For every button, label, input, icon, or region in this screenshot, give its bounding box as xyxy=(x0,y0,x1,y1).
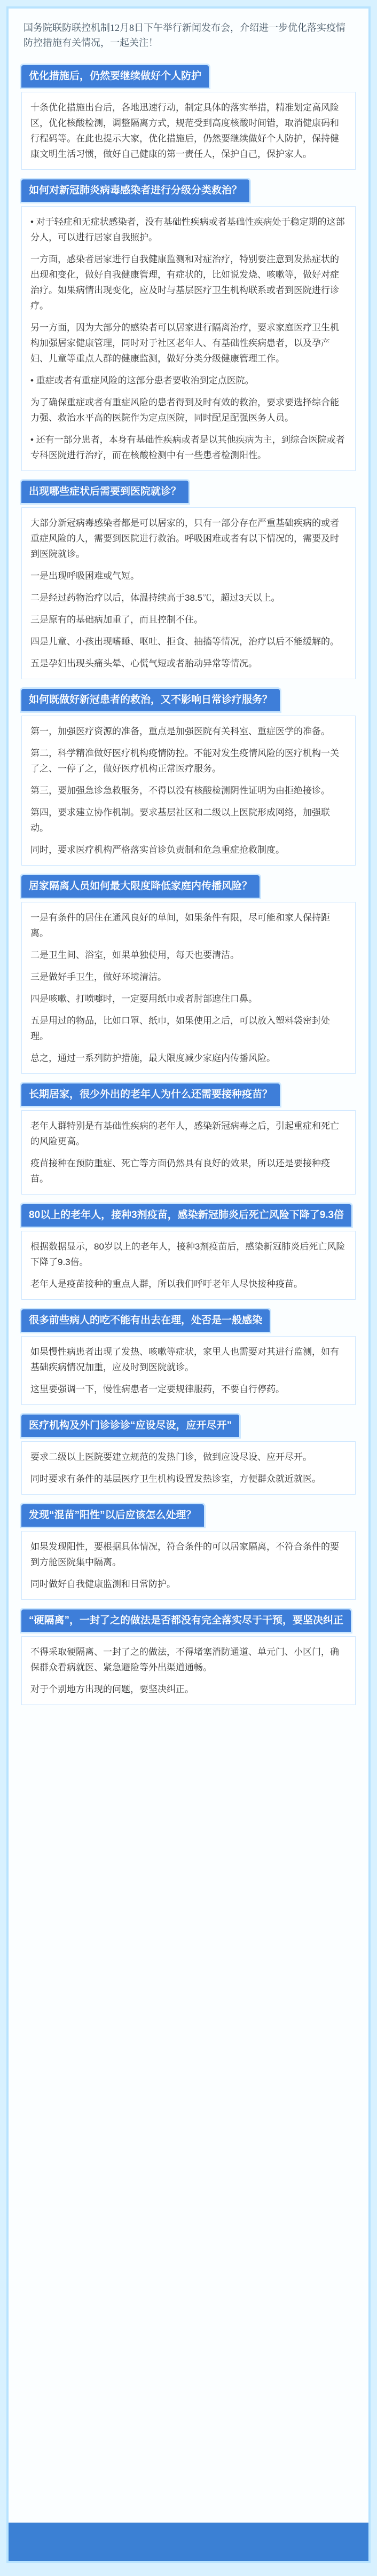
section-title: 优化措施后，仍然要继续做好个人防护 xyxy=(21,65,209,88)
section-paragraph: 老年人群特别是有基础性疾病的老年人，感染新冠病毒之后，引起重症和死亡的风险更高。 xyxy=(30,1121,339,1146)
section-paragraph: 第二，科学精准做好医疗机构疫情防控。不能对发生疫情风险的医疗机构一关了之、一停了之，做好医疗机构正常医疗服务。 xyxy=(30,748,339,774)
section-paragraph: 五是用过的物品，比如口罩、纸巾，如果使用之后，可以放入塑料袋密封处理。 xyxy=(30,1016,330,1041)
section-body xyxy=(21,1231,356,1300)
section-paragraph: 如果发现阳性，要根据具体情况，符合条件的可以居家隔离，不符合条件的要到方舱医院集中隔离。 xyxy=(30,1542,339,1567)
section-body xyxy=(21,902,356,1074)
section-paragraph: 十条优化措施出台后，各地迅速行动，制定具体的落实举措，精准划定高风险区，优化核酸检测，调整隔离方式，规范受到高度核酸时间错，取消健康码和行程码等。在此也提示大家，优化措施后，仍然要继续做好个人防护，保持健康文明生活习惯，做好自己健康的第一责任人，保护自己，保护家人。 xyxy=(30,103,339,159)
page-frame xyxy=(6,6,371,2563)
section-body xyxy=(21,1336,356,1405)
section-paragraph: 一是出现呼吸困难或气短。 xyxy=(30,571,139,581)
section-body xyxy=(21,1441,356,1495)
section-paragraph: 第四，要求建立协作机制。要求基层社区和二级以上医院形成网络，加强联动。 xyxy=(30,807,330,833)
section-paragraph: 大部分新冠病毒感染者都是可以居家的，只有一部分存在严重基础疾病的或者重症风险的人，需要到医院进行救治。呼吸困难或者有以下情况的，需要及时到医院就诊。 xyxy=(30,518,339,559)
section-title: 医疗机构及外门诊诊诊“应设尽设，应开尽开” xyxy=(21,1415,239,1437)
section xyxy=(21,1609,356,1705)
section-paragraph: • 对于轻症和无症状感染者，没有基础性疾病或者基础性疾病处于稳定期的这部分人，可以进行居家自我照护。 xyxy=(30,217,345,242)
section-paragraph: 三是做好手卫生，做好环境清洁。 xyxy=(30,972,167,982)
intro-header xyxy=(9,9,368,59)
section-paragraph: 对于个别地方出现的问题，要坚决纠正。 xyxy=(30,1684,194,1694)
section-paragraph: 同时，要求医疗机构严格落实首诊负责制和危急重症抢救制度。 xyxy=(30,845,285,855)
section-paragraph: 要求二级以上医院要建立规范的发热门诊，做到应设尽设、应开尽开。 xyxy=(30,1452,312,1462)
section-paragraph: 五是孕妇出现头痛头晕、心慌气短或者胎动异常等情况。 xyxy=(30,658,257,669)
section-paragraph: 疫苗接种在预防重症、死亡等方面仍然具有良好的效果，所以还是要接种疫苗。 xyxy=(30,1158,330,1184)
section-paragraph: 这里要强调一下，慢性病患者一定要规律服药，不要自行停药。 xyxy=(30,1384,285,1394)
section-paragraph: 二是经过药物治疗以后，体温持续高于38.5℃，超过3天以上。 xyxy=(30,593,280,603)
section-paragraph: 总之，通过一系列防护措施，最大限度减少家庭内传播风险。 xyxy=(30,1053,276,1063)
section-paragraph: 第三，要加强急诊急救服务，不得以没有核酸检测阴性证明为由拒绝接诊。 xyxy=(30,786,330,796)
section-paragraph: 不得采取硬隔离、一封了之的做法，不得堵塞消防通道、单元门、小区门，确保群众看病就医、紧急避险等外出渠道通畅。 xyxy=(30,1647,339,1672)
section xyxy=(21,1204,356,1300)
section-paragraph: 为了确保重症或者有重症风险的患者得到及时有效的救治，要求要选择综合能力强、救治水平高的医院作为定点医院，同时配足配强医务人员。 xyxy=(30,397,339,423)
section-paragraph: 一方面，感染者居家进行自我健康监测和对症治疗，特别要注意到发热症状的出现和变化，做好自我健康管理，有症状的，比如说发烧、咳嗽等，做好对症治疗。如果病情出现变化，应及时与基层医疗卫生机构联系或者到医院进行诊疗。 xyxy=(30,254,339,311)
section-body xyxy=(21,716,356,866)
section-body xyxy=(21,507,356,679)
section-paragraph: • 重症或者有重症风险的这部分患者要收治到定点医院。 xyxy=(30,375,254,386)
section-title: 发现“混苗”阳性”以后应该怎么处理？ xyxy=(21,1504,204,1527)
section-title: “硬隔离”，一封了之的做法是否都没有完全落实尽于干预，要坚决纠正 xyxy=(21,1609,351,1632)
section-paragraph: 三是原有的基础病加重了，而且控制不住。 xyxy=(30,615,203,625)
section-paragraph: 根据数据显示，80岁以上的老年人，接种3剂疫苗后，感染新冠肺炎后死亡风险下降了9.3倍。 xyxy=(30,1242,345,1267)
section-paragraph: • 还有一部分患者，本身有基础性疾病或者是以其他疾病为主，到综合医院或者专科医院进行治疗，而在核酸检测中有一些患者检测阳性。 xyxy=(30,435,345,460)
section xyxy=(21,65,356,170)
bottom-band xyxy=(9,2523,368,2561)
section-paragraph: 第一，加强医疗资源的准备，重点是加强医院有关科室、重症医学的准备。 xyxy=(30,726,330,736)
section-title: 出现哪些症状后需要到医院就诊？ xyxy=(21,481,189,503)
section-body xyxy=(21,92,356,170)
section xyxy=(21,1083,356,1195)
section-body xyxy=(21,1110,356,1195)
section-title: 居家隔离人员如何最大限度降低家庭内传播风险？ xyxy=(21,875,260,898)
section-paragraph: 同时要求有条件的基层医疗卫生机构设置发热诊室，方便群众就近就医。 xyxy=(30,1474,321,1484)
section-paragraph: 四是咳嗽、打喷嚏时，一定要用纸巾或者肘部遮住口鼻。 xyxy=(30,994,257,1004)
section-paragraph: 另一方面，因为大部分的感染者可以居家进行隔离治疗，要求家庭医疗卫生机构加强居家健康管理，同时对于社区老年人、有基础性疾病患者，以及孕产妇、儿童等重点人群的健康监测，做好分类分级健康管理工作。 xyxy=(30,323,339,364)
section-paragraph: 二是卫生间、浴室，如果单独使用，每天也要清洁。 xyxy=(30,950,239,960)
section-body xyxy=(21,1636,356,1705)
section-paragraph: 一是有条件的居住在通风良好的单间，如果条件有限，尽可能和家人保持距离。 xyxy=(30,913,330,938)
section xyxy=(21,179,356,471)
section xyxy=(21,481,356,679)
section-body xyxy=(21,1531,356,1600)
section-paragraph: 四是儿童、小孩出现嗜睡、呕吐、拒食、抽搐等情况，治疗以后不能缓解的。 xyxy=(30,637,339,647)
section-title: 如何既做好新冠患者的救治，又不影响日常诊疗服务？ xyxy=(21,689,280,711)
section xyxy=(21,1309,356,1405)
section xyxy=(21,875,356,1074)
section-paragraph: 同时做好自我健康监测和日常防护。 xyxy=(30,1579,176,1589)
section xyxy=(21,1415,356,1495)
section-paragraph: 如果慢性病患者出现了发热、咳嗽等症状，家里人也需要对其进行监测，如有基础疾病情况加重，应及时到医院就诊。 xyxy=(30,1347,339,1372)
section xyxy=(21,1504,356,1600)
section-body xyxy=(21,206,356,471)
section-title: 长期居家，很少外出的老年人为什么还需要接种疫苗？ xyxy=(21,1083,280,1106)
intro-text: 国务院联防联控机制12月8日下午举行新闻发布会，介绍进一步优化落实疫情防控措施有关情况，一起关注！ xyxy=(23,22,345,48)
section xyxy=(21,689,356,866)
content xyxy=(9,65,368,1705)
section-title: 很多前些病人的吃不能有出去在理，处否是一般感染 xyxy=(21,1309,270,1332)
section-title: 80以上的老年人，接种3剂疫苗，感染新冠肺炎后死亡风险下降了9.3倍 xyxy=(21,1204,351,1227)
section-title: 如何对新冠肺炎病毒感染者进行分级分类救治？ xyxy=(21,179,249,202)
section-paragraph: 老年人是疫苗接种的重点人群，所以我们呼吁老年人尽快接种疫苗。 xyxy=(30,1279,303,1289)
